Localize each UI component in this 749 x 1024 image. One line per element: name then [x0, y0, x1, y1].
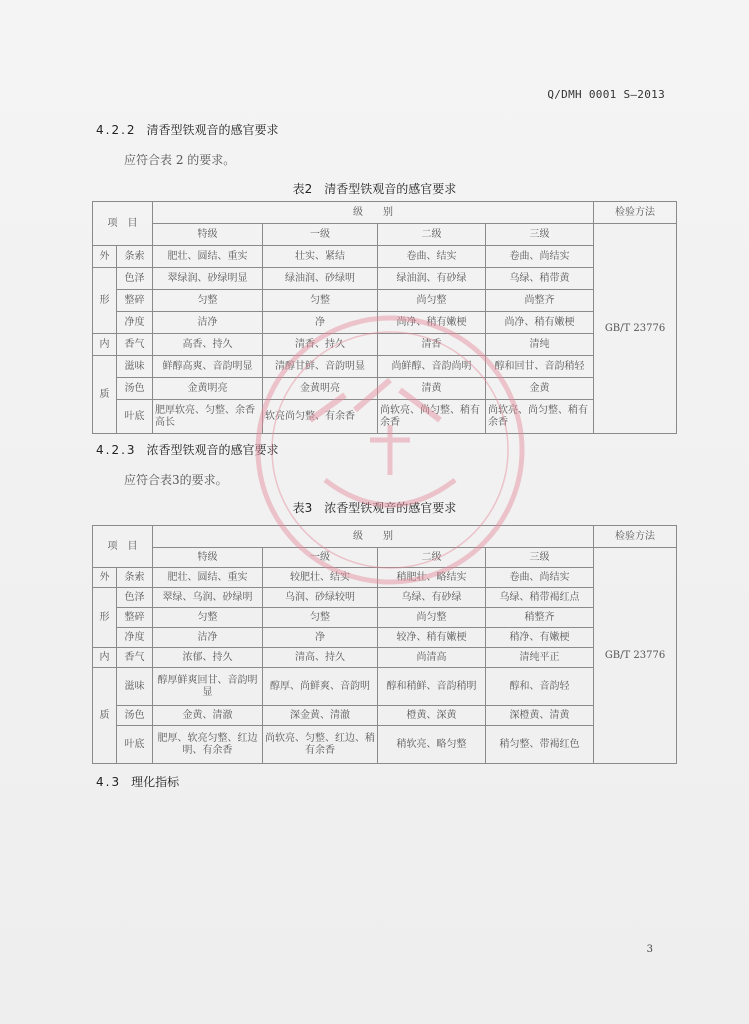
table-header-grade: 级 别	[153, 202, 594, 224]
table-cell: 壮实、紧结	[263, 246, 378, 268]
table-cell: 橙黄、深黄	[378, 706, 486, 726]
row-label: 条索	[117, 568, 153, 588]
table-cell: 醇和稍鲜、音韵稍明	[378, 668, 486, 706]
row-label: 叶底	[117, 726, 153, 764]
table-cell: 稍净、有嫩梗	[486, 628, 594, 648]
table-cell: 尚软亮、尚匀整、稍有余香	[486, 400, 594, 434]
row-label: 净度	[117, 628, 153, 648]
table-cell: 清醇甘鲜、音韵明显	[263, 356, 378, 378]
table-cell: 金黄明亮	[263, 378, 378, 400]
table-cell: 稍匀整、带褐红色	[486, 726, 594, 764]
table-cell: 乌绿、稍带褐红点	[486, 588, 594, 608]
table-cell: 乌绿、稍带黄	[486, 268, 594, 290]
group-label: 外	[93, 246, 117, 268]
table-cell: 洁净	[153, 312, 263, 334]
table-cell: 鲜醇高爽、音韵明显	[153, 356, 263, 378]
section-title: 清香型铁观音的感官要求	[146, 123, 279, 137]
table2-caption: 表2 清香型铁观音的感官要求	[292, 182, 457, 196]
grade-first: 一级	[263, 224, 378, 246]
table-cell: 尚匀整	[378, 290, 486, 312]
table-cell: 匀整	[153, 608, 263, 628]
table-cell: 醇厚鲜爽回甘、音韵明显	[153, 668, 263, 706]
table-cell: 较净、稍有嫩梗	[378, 628, 486, 648]
table-cell: 深金黄、清澈	[263, 706, 378, 726]
table-cell: 清纯	[486, 334, 594, 356]
table-cell: 稍整齐	[486, 608, 594, 628]
grade-third: 三级	[486, 548, 594, 568]
table-header-method: 检验方法	[594, 526, 677, 548]
table-cell: 尚整齐	[486, 290, 594, 312]
table-cell: 尚软亮、匀整、红边、稍有余香	[263, 726, 378, 764]
table-header-method: 检验方法	[594, 202, 677, 224]
method-cell: GB/T 23776	[594, 548, 677, 764]
table-cell: 醇厚、尚鲜爽、音韵明	[263, 668, 378, 706]
table-cell: 肥厚软亮、匀整、余香高长	[153, 400, 263, 434]
table-cell: 匀整	[263, 290, 378, 312]
table-cell: 尚鲜醇、音韵尚明	[378, 356, 486, 378]
section-4-2-3-text: 应符合表3的要求。	[124, 473, 228, 487]
row-label: 条索	[117, 246, 153, 268]
table-cell: 绿油润、砂绿明	[263, 268, 378, 290]
table-cell: 肥壮、圆结、重实	[153, 568, 263, 588]
table-cell: 乌润、砂绿较明	[263, 588, 378, 608]
section-number: 4.2.2	[96, 123, 137, 137]
group-label: 内	[93, 334, 117, 356]
table-header-item: 项 目	[93, 202, 153, 246]
table-cell: 卷曲、尚结实	[486, 246, 594, 268]
group-label: 形	[93, 268, 117, 334]
grade-second: 二级	[378, 224, 486, 246]
table-cell: 清纯平正	[486, 648, 594, 668]
table-cell: 卷曲、尚结实	[486, 568, 594, 588]
table-cell: 金黄	[486, 378, 594, 400]
section-number: 4.2.3	[96, 443, 137, 457]
table-cell: 翠绿润、砂绿明显	[153, 268, 263, 290]
table2	[92, 201, 677, 434]
table-cell: 尚匀整	[378, 608, 486, 628]
table-cell: 尚软亮、尚匀整、稍有余香	[378, 400, 486, 434]
section-title: 理化指标	[131, 775, 180, 789]
row-label: 香气	[117, 334, 153, 356]
page-number: 3	[646, 944, 653, 955]
group-label: 外	[93, 568, 117, 588]
table-cell: 深橙黄、清黄	[486, 706, 594, 726]
table-cell: 匀整	[263, 608, 378, 628]
table-cell: 卷曲、结实	[378, 246, 486, 268]
table-cell: 较肥壮、结实	[263, 568, 378, 588]
section-4-2-2-text: 应符合表 2 的要求。	[124, 153, 236, 167]
table3-caption: 表3 浓香型铁观音的感官要求	[292, 501, 457, 515]
table-header-grade: 级 别	[153, 526, 594, 548]
row-label: 色泽	[117, 268, 153, 290]
grade-second: 二级	[378, 548, 486, 568]
table-cell: 醇和、音韵轻	[486, 668, 594, 706]
table-cell: 醇和回甘、音韵稍轻	[486, 356, 594, 378]
table-cell: 浓郁、持久	[153, 648, 263, 668]
grade-third: 三级	[486, 224, 594, 246]
table-cell: 稍肥壮、略结实	[378, 568, 486, 588]
table-cell: 肥壮、圆结、重实	[153, 246, 263, 268]
section-number: 4.3	[96, 775, 122, 789]
row-label: 汤色	[117, 706, 153, 726]
table-cell: 尚清高	[378, 648, 486, 668]
table-cell: 匀整	[153, 290, 263, 312]
row-label: 净度	[117, 312, 153, 334]
table-cell: 乌绿、有砂绿	[378, 588, 486, 608]
table-cell: 净	[263, 312, 378, 334]
table-cell: 高香、持久	[153, 334, 263, 356]
row-label: 汤色	[117, 378, 153, 400]
table-cell: 尚净、稍有嫩梗	[486, 312, 594, 334]
grade-special: 特级	[153, 548, 263, 568]
table-cell: 清香	[378, 334, 486, 356]
row-label: 叶底	[117, 400, 153, 434]
grade-special: 特级	[153, 224, 263, 246]
method-cell: GB/T 23776	[594, 224, 677, 434]
table-cell: 清高、持久	[263, 648, 378, 668]
section-4-2-3-heading	[96, 441, 279, 458]
row-label: 滋味	[117, 668, 153, 706]
table-cell: 翠绿、乌润、砂绿明	[153, 588, 263, 608]
section-4-2-2-heading	[96, 121, 279, 138]
group-label: 质	[93, 356, 117, 434]
group-label: 质	[93, 668, 117, 764]
table-cell: 净	[263, 628, 378, 648]
table-cell: 金黄、清澈	[153, 706, 263, 726]
table-header-item: 项 目	[93, 526, 153, 568]
table-cell: 清香、持久	[263, 334, 378, 356]
section-title: 浓香型铁观音的感官要求	[146, 443, 279, 457]
section-4-3-heading	[96, 773, 179, 790]
table-cell: 软亮尚匀整、有余香	[263, 400, 378, 434]
table-cell: 稍软亮、略匀整	[378, 726, 486, 764]
table3	[92, 525, 677, 764]
row-label: 色泽	[117, 588, 153, 608]
row-label: 整碎	[117, 608, 153, 628]
table-cell: 肥厚、软亮匀整、红边明、有余香	[153, 726, 263, 764]
table-cell: 绿油润、有砂绿	[378, 268, 486, 290]
table-cell: 尚净、稍有嫩梗	[378, 312, 486, 334]
table-cell: 清黄	[378, 378, 486, 400]
row-label: 滋味	[117, 356, 153, 378]
group-label: 形	[93, 588, 117, 648]
row-label: 香气	[117, 648, 153, 668]
grade-first: 一级	[263, 548, 378, 568]
row-label: 整碎	[117, 290, 153, 312]
group-label: 内	[93, 648, 117, 668]
table-cell: 洁净	[153, 628, 263, 648]
table-cell: 金黄明亮	[153, 378, 263, 400]
standard-code: Q/DMH 0001 S—2013	[547, 88, 665, 101]
